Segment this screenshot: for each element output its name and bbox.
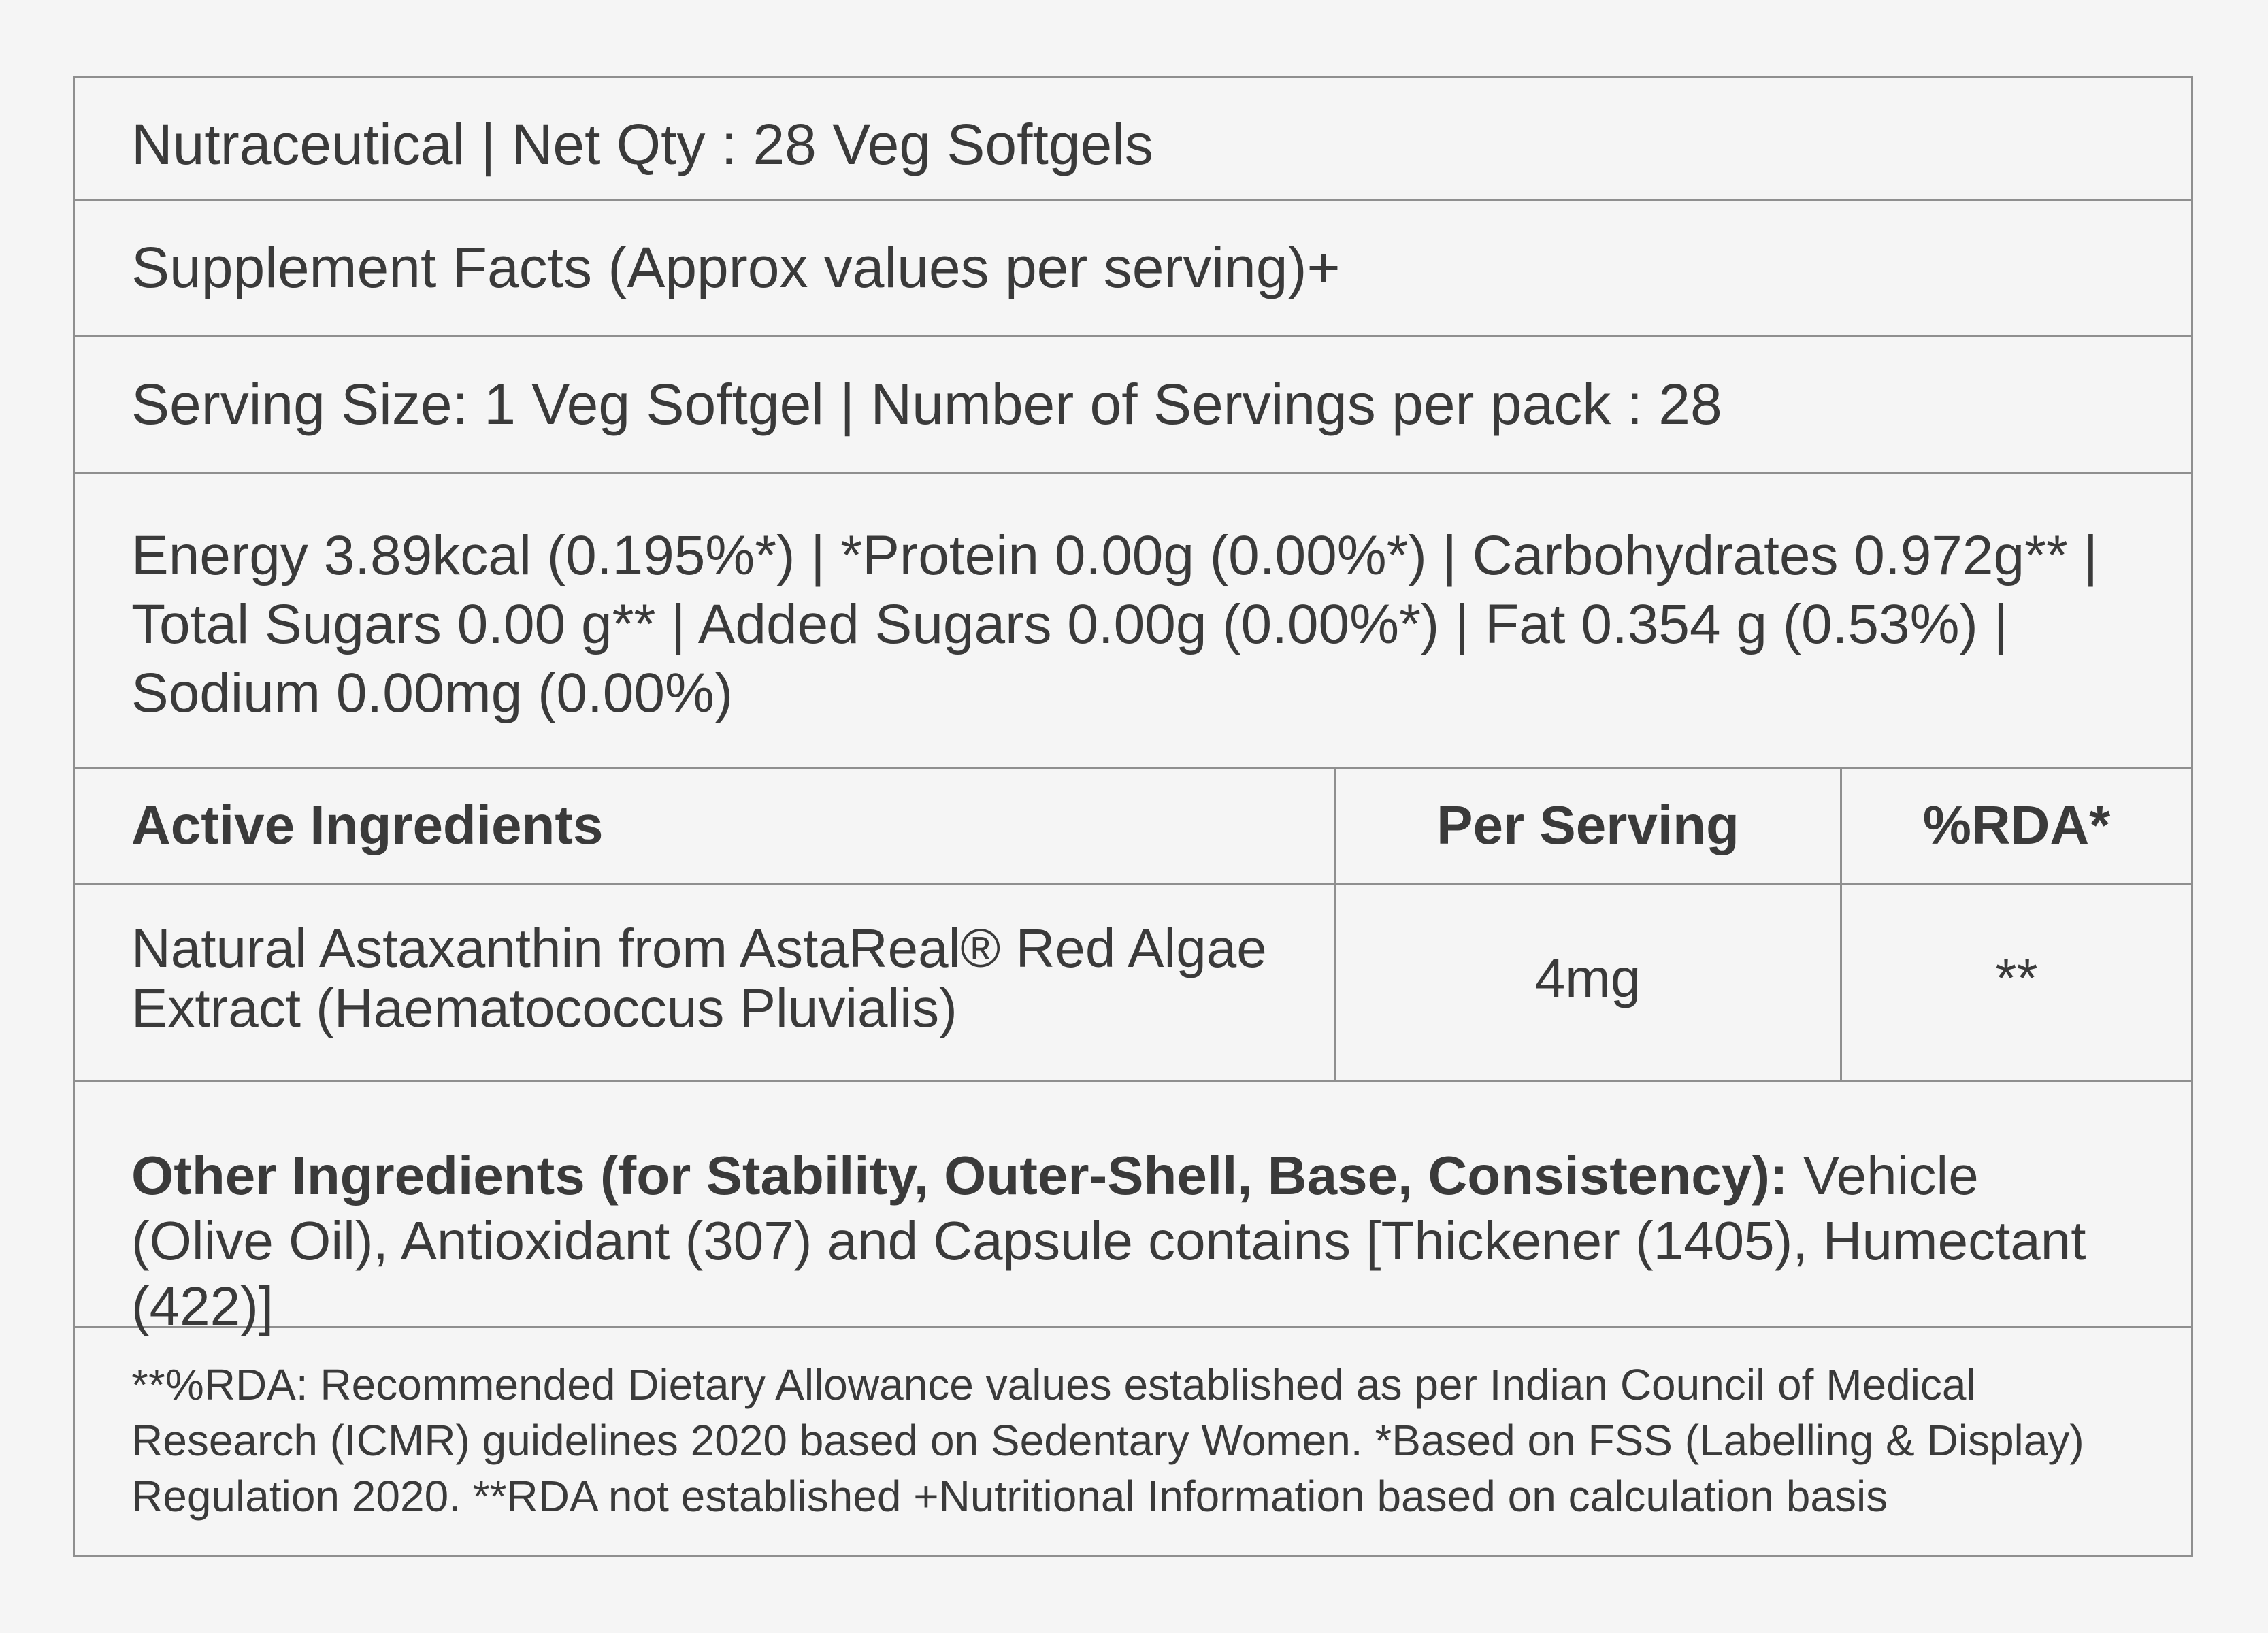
other-ingredients-label: Other Ingredients (for Stability, Outer-Shell, Base, Consistency):	[131, 1145, 1788, 1206]
header-per-serving: Per Serving	[1436, 795, 1739, 855]
per-serving-cell	[1336, 885, 1842, 1080]
product-line-text: Nutraceutical | Net Qty : 28 Veg Softgels	[131, 112, 1153, 176]
serving-info-row	[75, 337, 2191, 474]
product-line-row	[75, 78, 2191, 201]
header-cell-per-serving	[1336, 769, 1842, 883]
table-row	[75, 885, 2191, 1082]
supplement-facts-panel	[73, 76, 2193, 1557]
serving-info-text: Serving Size: 1 Veg Softgel | Number of Servings per pack : 28	[131, 372, 1722, 436]
header-rda: %RDA*	[1922, 795, 2111, 855]
header-cell-ingredient	[75, 769, 1336, 883]
nutrition-summary-text: Energy 3.89kcal (0.195%*) | *Protein 0.00g (0.00%*) | Carbohydrates 0.972g** | Total Sugars 0.00 g** | Added Sugars 0.00g (0.00%*) | Fat 0.354 g (0.53%) | Sodium 0.00mg (0.00%)	[131, 525, 2099, 724]
ingredient-name: Natural Astaxanthin from AstaReal® Red Algae Extract (Haematococcus Pluvialis)	[131, 918, 1267, 1038]
rda-cell	[1842, 885, 2191, 1080]
other-ingredients-text	[131, 1143, 2096, 1339]
header-cell-rda	[1842, 769, 2191, 883]
per-serving-value: 4mg	[1534, 948, 1641, 1008]
facts-title: Supplement Facts (Approx values per serving)+	[131, 235, 1341, 299]
header-active-ingredients: Active Ingredients	[131, 795, 604, 855]
footnote-row	[75, 1328, 2191, 1557]
ingredients-header-row	[75, 769, 2191, 885]
other-ingredients-row	[75, 1082, 2191, 1336]
other-ingredients-list: Vehicle (Olive Oil), Antioxidant (307) and Capsule contains [Thickener (1405), Humectant (422)]	[131, 1145, 2086, 1336]
rda-value: **	[1995, 948, 2038, 1008]
footnote-text: **%RDA: Recommended Dietary Allowance values established as per Indian Council of Medical Research (ICMR) guidelines 2020 based on Sedentary Women. *Based on FSS (Labelling & Display) Regulation 2020. **RDA not established +Nutritional Information based on calculation basis	[131, 1360, 2084, 1521]
facts-title-row	[75, 201, 2191, 337]
ingredient-cell	[75, 885, 1336, 1080]
nutrition-summary-row	[75, 474, 2191, 769]
